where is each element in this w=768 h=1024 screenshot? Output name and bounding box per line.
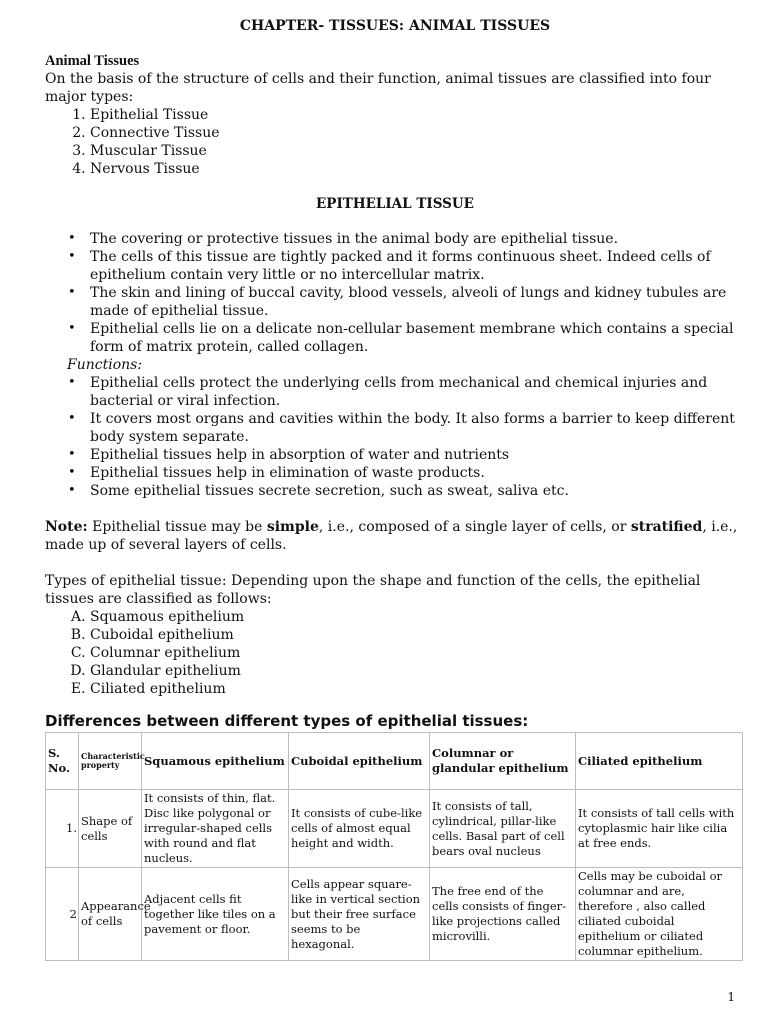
list-item: • The skin and lining of buccal cavity, blood vessels, alveoli of lungs and kidney tubules are made of epithelial tissue. — [90, 284, 745, 320]
types-intro: Types of epithelial tissue: Depending upon the shape and function of the cells, the epithelial tissues are classified as follows: — [45, 573, 701, 607]
list-item: 1. Epithelial Tissue — [90, 106, 745, 124]
cell-ciliated: Cells may be cuboidal or columnar and are, therefore , also called ciliated cuboidal epithelium or ciliated columnar epithelium. — [576, 868, 743, 961]
chapter-title: CHAPTER- TISSUES: ANIMAL TISSUES — [239, 18, 551, 34]
tissue-types-list — [45, 106, 745, 178]
functions-list — [45, 374, 745, 500]
cell-columnar: The free end of the cells consists of finger-like projections called microvilli. — [430, 868, 576, 961]
list-item: A. Squamous epithelium — [90, 608, 745, 626]
header-columnar: Columnar or glandular epithelium — [430, 733, 576, 790]
note-label: Note: — [45, 519, 88, 535]
table-row — [46, 790, 743, 868]
animal-tissues-intro: On the basis of the structure of cells and their function, animal tissues are classified into four major types: — [45, 71, 711, 105]
differences-table — [45, 732, 743, 961]
header-cuboidal: Cuboidal epithelium — [289, 733, 430, 790]
list-item: 3. Muscular Tissue — [90, 142, 745, 160]
list-item: • Epithelial tissues help in absorption of water and nutrients — [90, 446, 745, 464]
cell-squamous: It consists of thin, flat. Disc like polygonal or irregular-shaped cells with round and flat nucleus. — [142, 790, 289, 868]
list-item: • The cells of this tissue are tightly packed and it forms continuous sheet. Indeed cells of epithelium contain very little or no intercellular matrix. — [90, 248, 745, 284]
list-item: E. Ciliated epithelium — [90, 680, 745, 698]
cell-property: Appearance of cells — [79, 868, 142, 961]
header-sno: S. No. — [46, 733, 79, 790]
note-text: Epithelial tissue may be — [87, 519, 267, 535]
document-page — [45, 18, 745, 961]
note-text: , i.e., composed of a single layer of cells, or — [318, 519, 631, 535]
note-text: , i.e., made up of several layers of cells. — [45, 519, 738, 553]
epithelium-types-list — [45, 608, 745, 698]
table-header-row — [46, 733, 743, 790]
note-simple: simple — [266, 519, 319, 535]
header-characteristic: Characteristic property — [79, 733, 142, 790]
list-item: B. Cuboidal epithelium — [90, 626, 745, 644]
list-item: • Epithelial cells lie on a delicate non-cellular basement membrane which contains a special form of matrix protein, called collagen. — [90, 320, 745, 356]
functions-label: Functions: — [67, 357, 143, 373]
cell-columnar: It consists of tall, cylindrical, pillar-like cells. Basal part of cell bears oval nucleus — [430, 790, 576, 868]
list-item: 4. Nervous Tissue — [90, 160, 745, 178]
list-item: C. Columnar epithelium — [90, 644, 745, 662]
list-item: • Epithelial tissues help in elimination of waste products. — [90, 464, 745, 482]
epithelial-points — [45, 230, 745, 356]
cell-property: Shape of cells — [79, 790, 142, 868]
list-item: • It covers most organs and cavities within the body. It also forms a barrier to keep different body system separate. — [90, 410, 745, 446]
cell-cuboidal: Cells appear square-like in vertical section but their free surface seems to be hexagonal. — [289, 868, 430, 961]
note-paragraph — [45, 518, 745, 554]
list-item: D. Glandular epithelium — [90, 662, 745, 680]
cell-squamous: Adjacent cells fit together like tiles on a pavement or floor. — [142, 868, 289, 961]
cell-sno: 1. — [46, 790, 79, 868]
page-number: 1 — [727, 990, 735, 1004]
list-item: 2. Connective Tissue — [90, 124, 745, 142]
header-squamous: Squamous epithelium — [142, 733, 289, 790]
list-item: • Some epithelial tissues secrete secretion, such as sweat, saliva etc. — [90, 482, 745, 500]
list-item: • The covering or protective tissues in the animal body are epithelial tissue. — [90, 230, 745, 248]
epithelial-heading: EPITHELIAL TISSUE — [316, 196, 474, 212]
cell-cuboidal: It consists of cube-like cells of almost equal height and width. — [289, 790, 430, 868]
note-stratified: stratified — [630, 519, 703, 535]
table-row — [46, 868, 743, 961]
animal-tissues-heading: Animal Tissues — [45, 53, 140, 69]
header-ciliated: Ciliated epithelium — [576, 733, 743, 790]
cell-sno: 2 — [46, 868, 79, 961]
cell-ciliated: It consists of tall cells with cytoplasmic hair like cilia at free ends. — [576, 790, 743, 868]
list-item: • Epithelial cells protect the underlying cells from mechanical and chemical injuries and bacterial or viral infection. — [90, 374, 745, 410]
table-title: Differences between different types of epithelial tissues: — [45, 712, 529, 730]
